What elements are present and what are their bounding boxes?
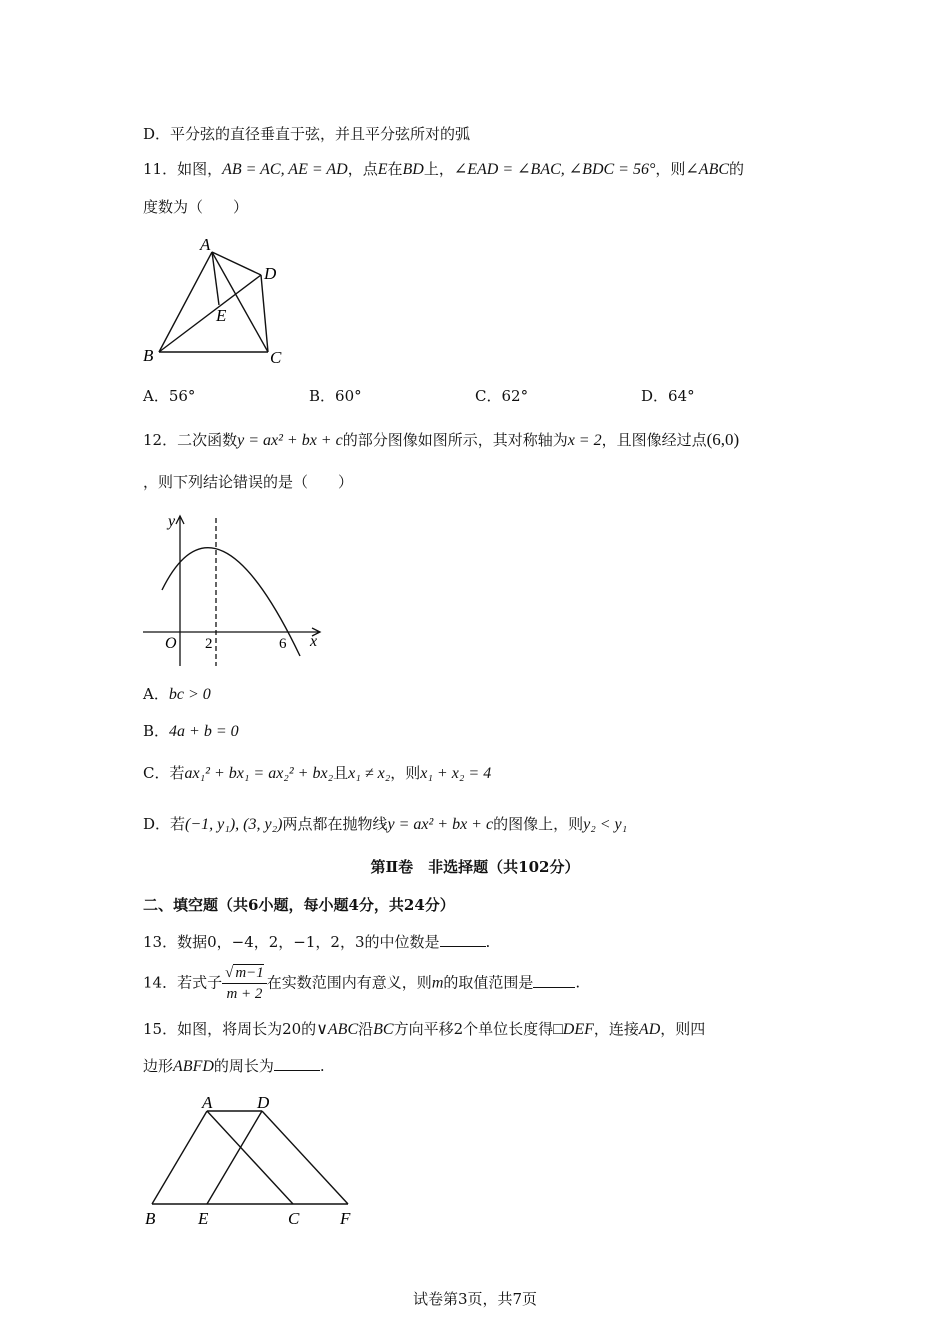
q15-label-b: B: [145, 1209, 156, 1228]
q14-numerator: m−1: [235, 965, 264, 981]
q11-seg-ad: [212, 252, 261, 275]
q12-opt-c-label: C．若: [143, 764, 185, 782]
q11-cond1: AB = AC, AE = AD: [222, 161, 348, 178]
q15-mid2: 方向平移2个单位长度得: [393, 1020, 554, 1038]
q14-fraction: $\frac{√ m-1}{m + 2}$: [222, 964, 267, 1003]
q15-tri1: ∨ABC: [316, 1021, 359, 1038]
q15-label-e: E: [198, 1209, 209, 1228]
q12-opt-c-mid: 且: [333, 764, 349, 782]
q12-opt-b-expr: 4a + b = 0: [169, 723, 239, 740]
q12-option-d: [143, 815, 627, 834]
q12-option-c: [143, 764, 491, 783]
q15-tri2: □DEF: [553, 1021, 594, 1038]
q15-seg-ab: [152, 1111, 207, 1204]
q11-seg-ab: [159, 252, 212, 352]
q11-label-d: D: [264, 264, 277, 283]
q12-label-o: O: [165, 635, 177, 652]
q14-prefix: 14．若式子: [143, 973, 223, 992]
q15-mid3: ，连接: [593, 1020, 639, 1038]
q10-option-d: D．平分弦的直径垂直于弦，并且平分弦所对的弧: [143, 125, 471, 143]
q14-var: m: [431, 974, 444, 992]
q11-figure: [140, 232, 300, 368]
q12-opt-c-then: ，则: [390, 764, 421, 782]
q15-quad: ABFD: [173, 1058, 214, 1075]
q13-answer-blank[interactable]: [440, 946, 486, 947]
q13: [143, 933, 490, 951]
q11-label-a: A: [200, 235, 211, 254]
section2-title: 第Ⅱ卷 非选择题（共102分）: [370, 858, 580, 876]
q11-stem-line1: [143, 160, 744, 179]
q12-func: y = ax² + bx + c: [237, 432, 343, 449]
q11-option-b: B．60°: [309, 387, 362, 405]
q11-label-c: C: [270, 348, 282, 367]
q15-label-a: A: [202, 1093, 213, 1112]
q15-line2-prefix: 边形: [143, 1057, 174, 1075]
q11-mid4: ，则: [655, 160, 686, 178]
q14-answer-blank[interactable]: [533, 987, 575, 988]
part2-heading: 二、填空题（共6小题，每小题4分，共24分）: [143, 896, 455, 914]
q15-seg-de: [207, 1111, 262, 1204]
q13-end: .: [485, 933, 491, 951]
q15-ad: AD: [638, 1021, 661, 1038]
q12-opt-d-pts: (−1, y₁), (3, y₂): [185, 816, 283, 833]
q12-label-2: 2: [205, 636, 213, 652]
q12-opt-c-eq: ax₁² + bx₁ = ax₂² + bx₂: [184, 765, 334, 782]
q11-point-e: E: [377, 161, 388, 178]
q15-seg-df: [262, 1111, 348, 1204]
q15-label-d: D: [257, 1093, 270, 1112]
q12-mid2: ，且图像经过点: [601, 431, 707, 449]
q15-label-c: C: [288, 1209, 300, 1228]
q14-suffix: 的取值范围是: [443, 973, 534, 992]
q15-prefix: 15．如图，将周长为20的: [143, 1020, 317, 1038]
q11-mid2: 在: [387, 160, 403, 178]
q12-opt-a-label: A．: [143, 685, 169, 703]
q12-opt-d-then: 的图像上，则: [493, 815, 584, 833]
q12-axis: x = 2: [567, 432, 602, 449]
q11-seg-ae: [212, 252, 219, 305]
q11-seg-bd: BD: [402, 161, 424, 178]
q15-mid4: ，则四: [660, 1020, 706, 1038]
q15-stem-line2: [143, 1057, 325, 1076]
q12-opt-c-neq: x₁ ≠ x₂: [348, 765, 391, 782]
q12-label-x: x: [310, 633, 318, 650]
q11-option-c: C．62°: [475, 387, 529, 405]
q12-opt-d-mid: 两点都在抛物线: [282, 815, 388, 833]
q15-seg: BC: [373, 1021, 394, 1038]
q12-stem-line1: [143, 430, 739, 450]
q12-opt-a-expr: bc > 0: [168, 686, 211, 703]
q12-stem-line2: ，则下列结论错误的是（ ）: [143, 473, 354, 491]
q12-option-b: [143, 722, 239, 741]
q13-text: 13．数据0，−4，2，−1，2，3的中位数是: [143, 933, 440, 951]
q15-answer-blank[interactable]: [274, 1070, 320, 1071]
q14-denominator: m + 2: [226, 986, 263, 1002]
q15-line2-suffix: 的周长为: [213, 1057, 274, 1075]
q14-end: .: [575, 973, 581, 992]
q15-end: .: [319, 1057, 325, 1075]
q11-label-e: E: [216, 306, 227, 325]
q12-option-a: [143, 685, 211, 704]
q11-suffix: 的: [729, 160, 745, 178]
q11-mid3: 上，: [423, 160, 454, 178]
q12-opt-d-res: y₂ < y₁: [583, 816, 628, 833]
q12-mid1: 的部分图像如图所示，其对称轴为: [342, 431, 568, 449]
q11-option-d: D．64°: [641, 387, 695, 405]
q11-target: ∠ABC: [685, 161, 730, 178]
q12-label-y: y: [168, 513, 176, 530]
q11-stem-line2: 度数为（ ）: [143, 198, 249, 216]
q15-mid1: 沿: [358, 1020, 374, 1038]
q11-seg-ac: [212, 252, 268, 352]
q15-label-f: F: [340, 1209, 351, 1228]
q15-figure: [140, 1092, 370, 1232]
q14: [143, 964, 580, 1003]
q15-stem-line1: [143, 1020, 705, 1039]
q11-prefix: 11．如图，: [143, 160, 223, 178]
q12-label-6: 6: [279, 636, 287, 652]
q12-opt-d-func: y = ax² + bx + c: [387, 816, 494, 833]
q12-point: (6,0): [706, 430, 740, 449]
q11-mid1: ，点: [347, 160, 378, 178]
q12-prefix: 12．二次函数: [143, 431, 238, 449]
q12-opt-b-label: B．: [143, 722, 170, 740]
q11-label-b: B: [143, 346, 154, 365]
q12-opt-c-res: x₁ + x₂ = 4: [420, 765, 492, 782]
q14-mid: 在实数范围内有意义，则: [266, 973, 432, 992]
q12-opt-d-label: D．若: [143, 815, 186, 833]
page-footer: 试卷第3页，共7页: [412, 1290, 538, 1308]
q11-cond2: ∠EAD = ∠BAC, ∠BDC = 56°: [453, 161, 656, 178]
q15-seg-ac: [207, 1111, 293, 1204]
q12-graph: [140, 508, 330, 672]
q11-option-a: A．56°: [143, 387, 196, 405]
